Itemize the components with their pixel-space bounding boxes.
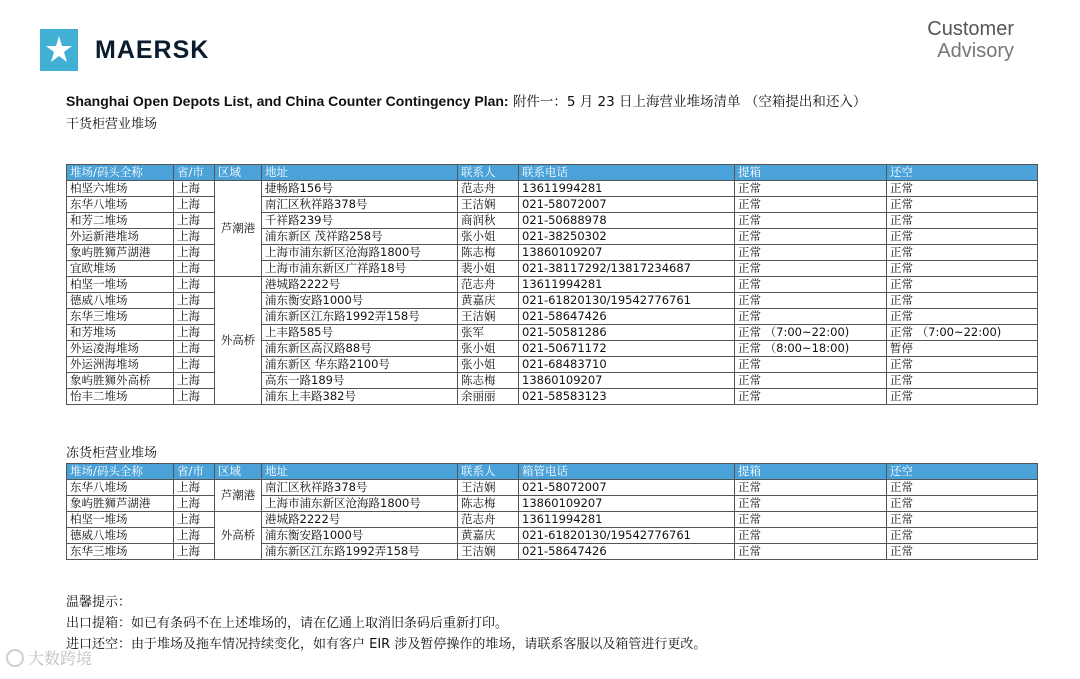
depot-name-cell: 东华三堆场 — [67, 544, 174, 560]
column-header: 地址 — [262, 165, 458, 181]
reefer-depot-table — [66, 463, 1038, 560]
region-cell: 芦潮港 — [215, 480, 262, 512]
address-cell: 上丰路585号 — [262, 325, 458, 341]
city-cell: 上海 — [174, 544, 215, 560]
depot-name-cell: 柏坚一堆场 — [67, 277, 174, 293]
city-cell: 上海 — [174, 357, 215, 373]
contact-cell: 范志舟 — [458, 181, 519, 197]
contact-cell: 商润秋 — [458, 213, 519, 229]
column-header: 堆场/码头全称 — [67, 464, 174, 480]
contact-cell: 张小姐 — [458, 357, 519, 373]
table-row — [67, 389, 1038, 405]
pickup-status-cell: 正常 — [735, 293, 887, 309]
address-cell: 上海市浦东新区沧海路1800号 — [262, 496, 458, 512]
table-row — [67, 181, 1038, 197]
return-status-cell: 正常 — [887, 181, 1038, 197]
return-status-cell: 正常 — [887, 389, 1038, 405]
phone-cell: 13611994281 — [519, 181, 735, 197]
city-cell: 上海 — [174, 229, 215, 245]
address-cell: 港城路2222号 — [262, 277, 458, 293]
city-cell: 上海 — [174, 197, 215, 213]
depot-name-cell: 象屿胜狮芦湖港 — [67, 245, 174, 261]
address-cell: 浦东新区江东路1992弄158号 — [262, 309, 458, 325]
depot-name-cell: 象屿胜狮芦湖港 — [67, 496, 174, 512]
headline-bold: Shanghai Open Depots List, and China Counter Contingency Plan: — [66, 93, 509, 109]
notes-block — [66, 592, 706, 655]
column-header: 还空 — [887, 165, 1038, 181]
phone-cell: 021-50671172 — [519, 341, 735, 357]
phone-cell: 13860109207 — [519, 373, 735, 389]
contact-cell: 王洁娴 — [458, 197, 519, 213]
depot-name-cell: 和芳堆场 — [67, 325, 174, 341]
column-header: 箱管电话 — [519, 464, 735, 480]
pickup-status-cell: 正常 （8:00~18:00) — [735, 341, 887, 357]
depot-name-cell: 东华八堆场 — [67, 197, 174, 213]
contact-cell: 王洁娴 — [458, 544, 519, 560]
table-row — [67, 373, 1038, 389]
return-status-cell: 正常 — [887, 213, 1038, 229]
column-header: 提箱 — [735, 464, 887, 480]
city-cell: 上海 — [174, 245, 215, 261]
return-status-cell: 正常 — [887, 277, 1038, 293]
phone-cell: 021-58072007 — [519, 197, 735, 213]
phone-cell: 13860109207 — [519, 496, 735, 512]
depot-name-cell: 柏坚六堆场 — [67, 181, 174, 197]
return-status-cell: 正常 — [887, 496, 1038, 512]
return-status-cell: 正常 — [887, 245, 1038, 261]
pickup-status-cell: 正常 — [735, 261, 887, 277]
return-status-cell: 正常 — [887, 512, 1038, 528]
phone-cell: 021-50688978 — [519, 213, 735, 229]
notes-line-import: 进口还空：由于堆场及拖车情况持续变化，如有客户 EIR 涉及暂停操作的堆场，请联系客服以及箱管进行更改。 — [66, 637, 707, 652]
pickup-status-cell: 正常 — [735, 496, 887, 512]
address-cell: 浦东上丰路382号 — [262, 389, 458, 405]
depot-name-cell: 德威八堆场 — [67, 528, 174, 544]
phone-cell: 021-68483710 — [519, 357, 735, 373]
depot-name-cell: 东华三堆场 — [67, 309, 174, 325]
pickup-status-cell: 正常 — [735, 229, 887, 245]
address-cell: 捷畅路156号 — [262, 181, 458, 197]
table-row — [67, 357, 1038, 373]
pickup-status-cell: 正常 — [735, 544, 887, 560]
table-row — [67, 528, 1038, 544]
phone-cell: 021-50581286 — [519, 325, 735, 341]
pickup-status-cell: 正常 — [735, 373, 887, 389]
table-row — [67, 293, 1038, 309]
depot-name-cell: 德威八堆场 — [67, 293, 174, 309]
city-cell: 上海 — [174, 341, 215, 357]
brand-name: MAERSK — [95, 35, 210, 64]
address-cell: 千祥路239号 — [262, 213, 458, 229]
return-status-cell: 暂停 — [887, 341, 1038, 357]
pickup-status-cell: 正常 — [735, 528, 887, 544]
dry-depot-table — [66, 164, 1038, 405]
table-row — [67, 229, 1038, 245]
city-cell: 上海 — [174, 389, 215, 405]
contact-cell: 王洁娴 — [458, 480, 519, 496]
phone-cell: 13611994281 — [519, 512, 735, 528]
depot-name-cell: 柏坚一堆场 — [67, 512, 174, 528]
return-status-cell: 正常 — [887, 229, 1038, 245]
return-status-cell: 正常 — [887, 373, 1038, 389]
column-header: 联系人 — [458, 165, 519, 181]
phone-cell: 021-58072007 — [519, 480, 735, 496]
phone-cell: 021-61820130/19542776761 — [519, 528, 735, 544]
maersk-logo — [40, 29, 209, 71]
column-header: 区域 — [215, 464, 262, 480]
pickup-status-cell: 正常 — [735, 181, 887, 197]
column-header: 提箱 — [735, 165, 887, 181]
contact-cell: 王洁娴 — [458, 309, 519, 325]
contact-cell: 裴小姐 — [458, 261, 519, 277]
city-cell: 上海 — [174, 261, 215, 277]
table-row — [67, 480, 1038, 496]
watermark-text: 大数跨境 — [28, 649, 93, 668]
contact-cell: 黄嘉庆 — [458, 528, 519, 544]
pickup-status-cell: 正常 — [735, 512, 887, 528]
city-cell: 上海 — [174, 277, 215, 293]
phone-cell: 021-61820130/19542776761 — [519, 293, 735, 309]
table-row — [67, 245, 1038, 261]
column-header: 区域 — [215, 165, 262, 181]
notes-title: 温馨提示： — [66, 595, 132, 610]
city-cell: 上海 — [174, 496, 215, 512]
contact-cell: 陈志梅 — [458, 496, 519, 512]
column-header: 堆场/码头全称 — [67, 165, 174, 181]
reefer-section-title: 冻货柜营业堆场 — [66, 446, 158, 461]
address-cell: 上海市浦东新区沧海路1800号 — [262, 245, 458, 261]
column-header: 省/市 — [174, 464, 215, 480]
dry-section-title: 干货柜营业堆场 — [66, 117, 158, 132]
pickup-status-cell: 正常 — [735, 197, 887, 213]
table-header-row — [67, 165, 1038, 181]
table-row — [67, 496, 1038, 512]
return-status-cell: 正常 — [887, 309, 1038, 325]
address-cell: 港城路2222号 — [262, 512, 458, 528]
return-status-cell: 正常 — [887, 528, 1038, 544]
city-cell: 上海 — [174, 480, 215, 496]
star-icon — [40, 29, 78, 71]
depot-name-cell: 外运新港堆场 — [67, 229, 174, 245]
address-cell: 浦东新区 茂祥路258号 — [262, 229, 458, 245]
customer-advisory-label — [927, 18, 1014, 62]
depot-name-cell: 东华八堆场 — [67, 480, 174, 496]
headline-rest: 附件一：5 月 23 日上海营业堆场清单 （空箱提出和还入） — [508, 94, 867, 110]
advisory-line-1: Customer — [927, 18, 1014, 40]
pickup-status-cell: 正常 — [735, 480, 887, 496]
return-status-cell: 正常 — [887, 480, 1038, 496]
depot-name-cell: 外运凌海堆场 — [67, 341, 174, 357]
table-row — [67, 197, 1038, 213]
table-row — [67, 341, 1038, 357]
phone-cell: 13860109207 — [519, 245, 735, 261]
pickup-status-cell: 正常 — [735, 309, 887, 325]
depot-name-cell: 和芳二堆场 — [67, 213, 174, 229]
table-row — [67, 277, 1038, 293]
address-cell: 南汇区秋祥路378号 — [262, 197, 458, 213]
table-header-row — [67, 464, 1038, 480]
table-row — [67, 325, 1038, 341]
city-cell: 上海 — [174, 181, 215, 197]
phone-cell: 021-58647426 — [519, 544, 735, 560]
region-cell: 芦潮港 — [215, 181, 262, 277]
pickup-status-cell: 正常 （7:00~22:00) — [735, 325, 887, 341]
city-cell: 上海 — [174, 325, 215, 341]
pickup-status-cell: 正常 — [735, 277, 887, 293]
address-cell: 南汇区秋祥路378号 — [262, 480, 458, 496]
return-status-cell: 正常 — [887, 197, 1038, 213]
phone-cell: 021-58647426 — [519, 309, 735, 325]
return-status-cell: 正常 （7:00~22:00) — [887, 325, 1038, 341]
watermark — [6, 646, 92, 669]
contact-cell: 张小姐 — [458, 341, 519, 357]
page-headline — [66, 90, 866, 110]
table-row — [67, 309, 1038, 325]
column-header: 联系电话 — [519, 165, 735, 181]
contact-cell: 范志舟 — [458, 277, 519, 293]
address-cell: 上海市浦东新区广祥路18号 — [262, 261, 458, 277]
watermark-icon — [6, 649, 24, 667]
depot-name-cell: 怡丰二堆场 — [67, 389, 174, 405]
address-cell: 浦东衡安路1000号 — [262, 528, 458, 544]
address-cell: 浦东新区高汉路88号 — [262, 341, 458, 357]
region-cell: 外高桥 — [215, 277, 262, 405]
table-row — [67, 544, 1038, 560]
city-cell: 上海 — [174, 293, 215, 309]
depot-name-cell: 外运洲海堆场 — [67, 357, 174, 373]
return-status-cell: 正常 — [887, 544, 1038, 560]
address-cell: 高东一路189号 — [262, 373, 458, 389]
address-cell: 浦东新区江东路1992弄158号 — [262, 544, 458, 560]
region-cell: 外高桥 — [215, 512, 262, 560]
city-cell: 上海 — [174, 309, 215, 325]
address-cell: 浦东新区 华东路2100号 — [262, 357, 458, 373]
table-row — [67, 512, 1038, 528]
contact-cell: 余丽丽 — [458, 389, 519, 405]
depot-name-cell: 宜欧堆场 — [67, 261, 174, 277]
contact-cell: 张小姐 — [458, 229, 519, 245]
table-row — [67, 213, 1038, 229]
contact-cell: 张军 — [458, 325, 519, 341]
pickup-status-cell: 正常 — [735, 389, 887, 405]
advisory-line-2: Advisory — [937, 40, 1014, 62]
contact-cell: 黄嘉庆 — [458, 293, 519, 309]
notes-line-export: 出口提箱：如已有条码不在上述堆场的，请在亿通上取消旧条码后重新打印。 — [66, 616, 509, 631]
table-row — [67, 261, 1038, 277]
phone-cell: 021-58583123 — [519, 389, 735, 405]
contact-cell: 陈志梅 — [458, 373, 519, 389]
column-header: 联系人 — [458, 464, 519, 480]
return-status-cell: 正常 — [887, 261, 1038, 277]
column-header: 地址 — [262, 464, 458, 480]
pickup-status-cell: 正常 — [735, 245, 887, 261]
column-header: 还空 — [887, 464, 1038, 480]
depot-name-cell: 象屿胜狮外高桥 — [67, 373, 174, 389]
contact-cell: 陈志梅 — [458, 245, 519, 261]
phone-cell: 021-38117292/13817234687 — [519, 261, 735, 277]
return-status-cell: 正常 — [887, 293, 1038, 309]
phone-cell: 13611994281 — [519, 277, 735, 293]
city-cell: 上海 — [174, 373, 215, 389]
phone-cell: 021-38250302 — [519, 229, 735, 245]
pickup-status-cell: 正常 — [735, 213, 887, 229]
pickup-status-cell: 正常 — [735, 357, 887, 373]
address-cell: 浦东衡安路1000号 — [262, 293, 458, 309]
city-cell: 上海 — [174, 528, 215, 544]
column-header: 省/市 — [174, 165, 215, 181]
city-cell: 上海 — [174, 512, 215, 528]
city-cell: 上海 — [174, 213, 215, 229]
return-status-cell: 正常 — [887, 357, 1038, 373]
contact-cell: 范志舟 — [458, 512, 519, 528]
